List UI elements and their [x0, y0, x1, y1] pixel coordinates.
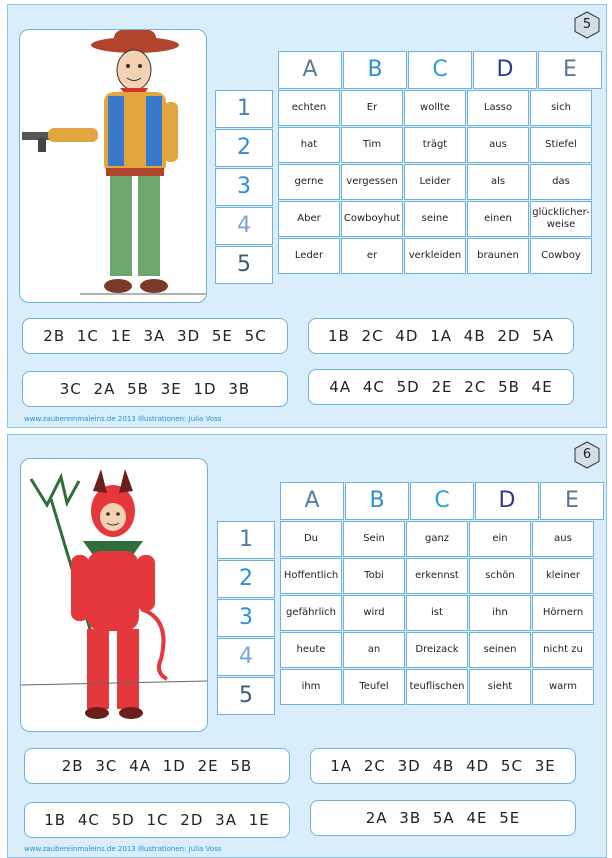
grid-cell-5d: braunen	[467, 238, 529, 274]
row-header-1: 1	[215, 90, 273, 128]
grid-cell-3a: gefährlich	[280, 595, 342, 631]
devil-illustration	[20, 458, 208, 732]
grid-cell-1d: Lasso	[467, 90, 529, 126]
code-strip-3: 3C 2A 5B 3E 1D 3B	[22, 371, 288, 407]
grid-cell-4c: Dreizack	[406, 632, 468, 668]
grid-cell-5c: teuflischen	[406, 669, 468, 705]
row-header-1: 1	[217, 521, 275, 559]
grid-cell-5e: warm	[532, 669, 594, 705]
grid-cell-4e: glücklicher-weise	[530, 201, 592, 237]
code-strip-3: 1B 4C 5D 1C 2D 3A 1E	[24, 802, 290, 838]
code-strip-1: 2B 1C 1E 3A 3D 5E 5C	[22, 318, 288, 354]
column-header-d: D	[475, 482, 539, 520]
grid-cell-1c: wollte	[404, 90, 466, 126]
grid-cell-3c: ist	[406, 595, 468, 631]
grid-cell-5a: ihm	[280, 669, 342, 705]
column-header-a: A	[280, 482, 344, 520]
grid-cell-2a: hat	[278, 127, 340, 163]
row-header-5: 5	[215, 246, 273, 284]
grid-cell-1a: echten	[278, 90, 340, 126]
row-header-3: 3	[215, 168, 273, 206]
card-number-badge	[574, 441, 600, 469]
grid-cell-4a: Aber	[278, 201, 340, 237]
grid-cell-4a: heute	[280, 632, 342, 668]
row-header-column	[217, 521, 275, 716]
card-6	[7, 434, 607, 858]
row-header-2: 2	[215, 129, 273, 167]
grid-cell-5e: Cowboy	[530, 238, 592, 274]
cowboy-image	[20, 30, 206, 302]
code-strip-2: 1A 2C 3D 4B 4D 5C 3E	[310, 748, 576, 784]
grid-cell-4e: nicht zu	[532, 632, 594, 668]
grid-cell-1a: Du	[280, 521, 342, 557]
grid-cell-2d: aus	[467, 127, 529, 163]
column-header-row	[278, 51, 603, 87]
devil-image	[21, 459, 207, 731]
grid-cell-3e: Hörnern	[532, 595, 594, 631]
grid-cell-2d: schön	[469, 558, 531, 594]
grid-cell-1d: ein	[469, 521, 531, 557]
grid-cell-4b: Cowboyhut	[341, 201, 403, 237]
grid-cell-5b: Teufel	[343, 669, 405, 705]
grid-cell-4d: seinen	[469, 632, 531, 668]
grid-cell-1e: aus	[532, 521, 594, 557]
card-number-badge	[574, 11, 600, 39]
row-header-3: 3	[217, 599, 275, 637]
column-header-c: C	[408, 51, 472, 89]
code-strip-4: 4A 4C 5D 2E 2C 5B 4E	[308, 369, 574, 405]
row-header-4: 4	[215, 207, 273, 245]
code-strip-2: 1B 2C 4D 1A 4B 2D 5A	[308, 318, 574, 354]
grid-cell-2b: Tim	[341, 127, 403, 163]
code-strip-1: 2B 3C 4A 1D 2E 5B	[24, 748, 290, 784]
grid-cell-1b: Er	[341, 90, 403, 126]
footer-credit: www.zaubereinmaleins.de 2013 Illustrationen: Julia Voss	[24, 845, 222, 853]
word-grid	[280, 521, 594, 705]
footer-credit: www.zaubereinmaleins.de 2013 Illustrationen: Julia Voss	[24, 415, 222, 423]
grid-cell-3a: gerne	[278, 164, 340, 200]
grid-cell-3e: das	[530, 164, 592, 200]
row-header-column	[215, 90, 273, 285]
grid-cell-5a: Leder	[278, 238, 340, 274]
column-header-d: D	[473, 51, 537, 89]
grid-cell-3d: als	[467, 164, 529, 200]
grid-cell-2e: Stiefel	[530, 127, 592, 163]
grid-cell-4b: an	[343, 632, 405, 668]
grid-cell-2e: kleiner	[532, 558, 594, 594]
grid-cell-1b: Sein	[343, 521, 405, 557]
column-header-c: C	[410, 482, 474, 520]
column-header-b: B	[345, 482, 409, 520]
card-number: 5	[582, 17, 592, 32]
grid-cell-3b: wird	[343, 595, 405, 631]
row-header-5: 5	[217, 677, 275, 715]
grid-cell-5d: sieht	[469, 669, 531, 705]
grid-cell-5b: er	[341, 238, 403, 274]
column-header-e: E	[538, 51, 602, 89]
grid-cell-3b: vergessen	[341, 164, 403, 200]
code-strip-4: 2A 3B 5A 4E 5E	[310, 800, 576, 836]
grid-cell-1c: ganz	[406, 521, 468, 557]
cowboy-illustration	[19, 29, 207, 303]
grid-cell-4c: seine	[404, 201, 466, 237]
column-header-b: B	[343, 51, 407, 89]
grid-cell-2a: Hoffentlich	[280, 558, 342, 594]
grid-cell-3d: ihn	[469, 595, 531, 631]
grid-cell-2b: Tobi	[343, 558, 405, 594]
row-header-2: 2	[217, 560, 275, 598]
grid-cell-4d: einen	[467, 201, 529, 237]
column-header-a: A	[278, 51, 342, 89]
row-header-4: 4	[217, 638, 275, 676]
column-header-e: E	[540, 482, 604, 520]
card-number: 6	[582, 447, 592, 462]
column-header-row	[280, 482, 605, 518]
grid-cell-2c: trägt	[404, 127, 466, 163]
grid-cell-1e: sich	[530, 90, 592, 126]
grid-cell-2c: erkennst	[406, 558, 468, 594]
card-5	[7, 4, 607, 428]
grid-cell-5c: verkleiden	[404, 238, 466, 274]
word-grid	[278, 90, 592, 274]
grid-cell-3c: Leider	[404, 164, 466, 200]
